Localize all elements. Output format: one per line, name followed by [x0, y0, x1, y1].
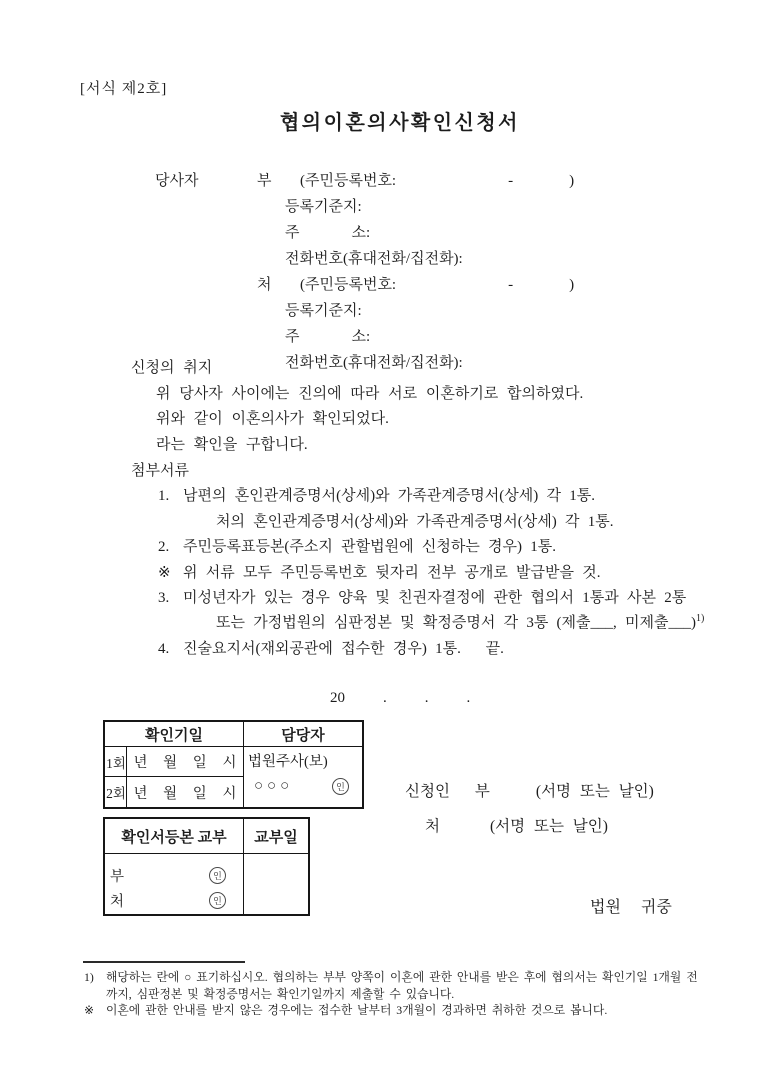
seal-icon: 인: [209, 892, 226, 909]
court-name-blank: 법원: [590, 899, 621, 916]
round-2-date-cell: 년 월 일 시: [127, 777, 244, 807]
list-item: [158, 611, 704, 636]
husband-phone-row: [285, 247, 675, 273]
husband-registry-row: [285, 195, 675, 221]
officer-name-placeholder: ○○○: [254, 778, 294, 794]
confirmation-table: [103, 720, 364, 809]
wife-label: 처: [425, 818, 440, 835]
registry-label: 등록기준지:: [285, 303, 362, 319]
purpose-section: [131, 356, 583, 458]
party-label: 당사자: [155, 173, 199, 189]
officer-title: 법원주사(보): [248, 754, 328, 770]
date-dot-day: .: [466, 690, 471, 706]
purpose-heading: 신청의 취지: [131, 360, 213, 376]
wife-row: [155, 273, 675, 299]
purpose-line: 위 당사자 사이에는 진의에 따라 서로 이혼하기로 합의하였다.: [156, 385, 584, 402]
page-title: 협의이혼의사확인신청서: [279, 112, 521, 134]
husband-address-row: [285, 221, 675, 247]
officer-cell: [244, 747, 362, 807]
round-2-label: 2회: [105, 777, 127, 807]
husband-receipt-row: 부 인: [110, 863, 226, 888]
seal-icon: 인: [332, 778, 349, 795]
wife-signature-row: [425, 814, 654, 836]
list-item: 1. 남편의 혼인관계증명서(상세)와 가족관계증명서(상세) 각 1통.: [158, 488, 595, 505]
wife-label: 처: [257, 277, 272, 293]
footnotes-section: [84, 969, 704, 1019]
address-label: 주 소:: [285, 225, 371, 241]
footnote-separator: [83, 961, 245, 963]
date-dot-year: .: [383, 690, 387, 706]
footnote-2: ※ 이혼에 관한 안내를 받지 않은 경우에는 접수한 날부터 3개월이 경과하면 취하한 것으로 봅니다.: [84, 1003, 608, 1017]
purpose-line: 라는 확인을 구합니다.: [156, 436, 308, 453]
issuance-table: [103, 817, 310, 916]
wife-rrn-field: (주민등록번호: - ): [300, 277, 575, 293]
issuance-table-header-date: 교부일: [244, 819, 308, 854]
confirmation-table-header-schedule: 확인기일: [105, 722, 244, 747]
registry-label: 등록기준지:: [285, 199, 362, 215]
court-honorific: 귀중: [640, 899, 672, 916]
attachments-list: [158, 484, 704, 662]
date-century: 20: [330, 690, 345, 706]
address-label: 주 소:: [285, 329, 371, 345]
round-1-label: 1회: [105, 747, 127, 777]
confirmation-table-header-officer: 담당자: [244, 722, 362, 747]
date-dot-month: .: [424, 690, 429, 706]
phone-label: 전화번호(휴대전화/집전화):: [285, 355, 463, 371]
list-item: 2. 주민등록표등본(주소지 관할법원에 신청하는 경우) 1통.: [158, 539, 557, 556]
court-line: [590, 894, 672, 917]
wife-address-row: [285, 325, 675, 351]
issuance-table-header-copy: 확인서등본 교부: [105, 819, 244, 854]
issue-date-cell: [244, 854, 308, 914]
wife-receipt-row: 처 인: [110, 888, 226, 913]
purpose-line: 위와 같이 이혼의사가 확인되었다.: [156, 411, 389, 427]
husband-signature-note: (서명 또는 날인): [535, 783, 654, 800]
form-number: [서식 제2호]: [80, 81, 168, 97]
attachments-section: [131, 459, 704, 662]
officer-name-row: [248, 778, 358, 795]
footnote-ref: 1): [696, 613, 705, 625]
round-1-date-cell: 년 월 일 시: [127, 747, 244, 777]
phone-label: 전화번호(휴대전화/집전화):: [285, 251, 463, 267]
husband-signature-row: [405, 779, 654, 801]
husband-label: 부: [257, 173, 272, 189]
husband-label: 부: [474, 783, 490, 800]
list-item: 4. 진술요지서(재외공관에 접수한 경우) 1통. 끝.: [158, 640, 504, 657]
item-with-footnote-ref: 또는 가정법원의 심판정본 및 확정증명서 각 3통 (제출___, 미제출___)$^{1)}$: [216, 613, 705, 632]
applicant-label: 신청인: [405, 783, 450, 800]
date-line: [330, 690, 470, 707]
wife-registry-row: [285, 299, 675, 325]
wife-signature-note: (서명 또는 날인): [489, 818, 608, 835]
attachments-heading: 첨부서류: [131, 463, 189, 479]
husband-row: [155, 169, 675, 195]
list-item-note: ※ 위 서류 모두 주민등록번호 뒷자리 전부 공개로 발급받을 것.: [158, 564, 601, 581]
list-item: 3. 미성년자가 있는 경우 양육 및 친권자결정에 관한 협의서 1통과 사본 2통: [158, 590, 687, 607]
list-item: 처의 혼인관계증명서(상세)와 가족관계증명서(상세) 각 1통.: [216, 513, 614, 530]
party-section: [155, 169, 675, 377]
footnote-1: 1) 해당하는 란에 ○ 표기하십시오. 협의하는 부부 양쪽이 이혼에 관한 안내를 받은 후에 협의서는 확인기일 1개월 전까지, 심판정본 및 확정증명서는 확인기일까지 제출할 수 있습니다.: [84, 970, 698, 1001]
husband-rrn-field: (주민등록번호: - ): [300, 173, 575, 189]
seal-icon: 인: [209, 867, 226, 884]
signature-section: [405, 779, 654, 836]
issuance-receipt-cell: [105, 854, 244, 914]
